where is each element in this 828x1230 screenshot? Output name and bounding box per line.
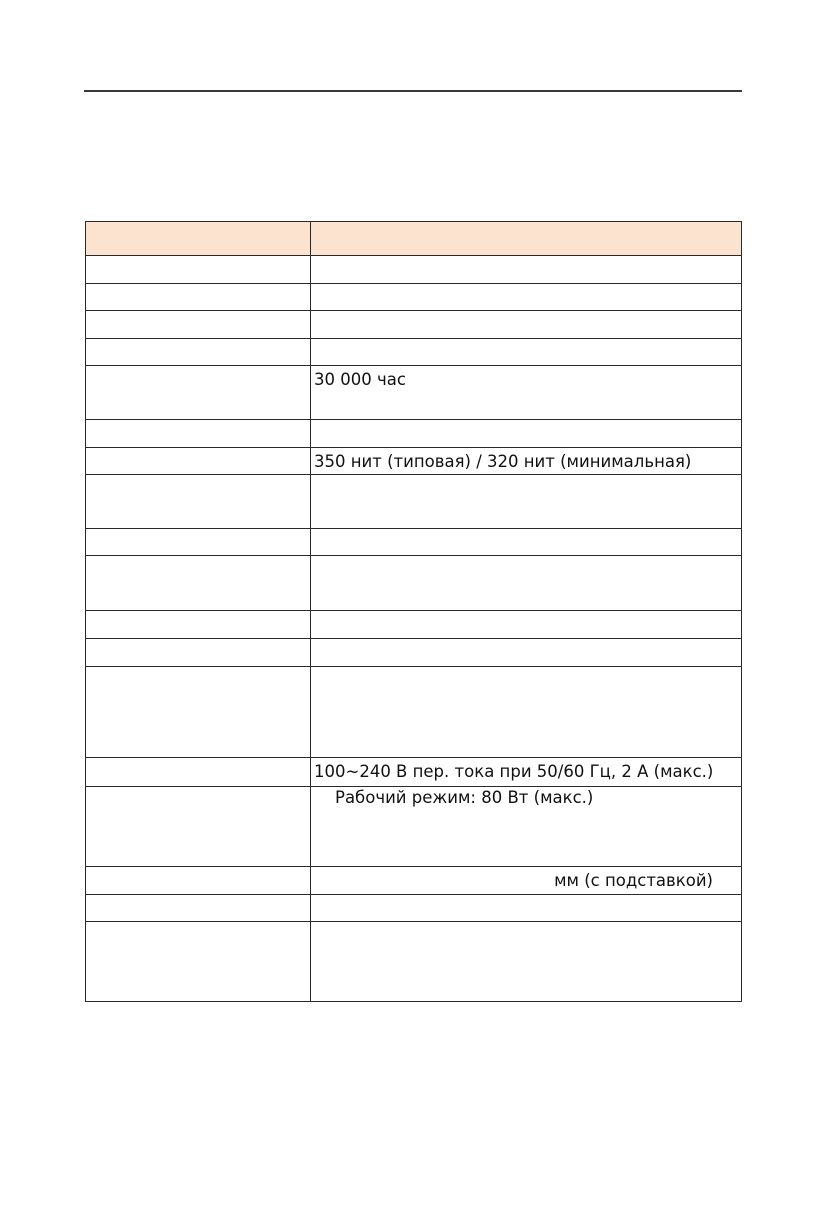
- row-value: [311, 339, 742, 366]
- row-value: [311, 475, 742, 529]
- dimensions-value: мм (с подставкой): [311, 867, 742, 895]
- row-value: [311, 667, 742, 758]
- table-row: [86, 922, 742, 1002]
- table-row: [86, 311, 742, 339]
- row-value: [311, 284, 742, 311]
- lifetime-value: 30 000 час: [311, 366, 742, 420]
- header-cell-parameter: [86, 222, 311, 256]
- table-row: [86, 475, 742, 529]
- row-label: [86, 895, 311, 922]
- row-label: [86, 556, 311, 611]
- table-row: [86, 256, 742, 284]
- table-row: [86, 420, 742, 448]
- table-row: [86, 611, 742, 639]
- table-row: [86, 529, 742, 556]
- row-label: [86, 448, 311, 475]
- row-value: [311, 420, 742, 448]
- specifications-table: [85, 221, 742, 1002]
- table-row: [86, 448, 742, 475]
- row-label: [86, 667, 311, 758]
- row-label: [86, 758, 311, 787]
- row-label: [86, 311, 311, 339]
- row-label: [86, 420, 311, 448]
- row-label: [86, 366, 311, 420]
- row-value: [311, 529, 742, 556]
- row-value: [311, 922, 742, 1002]
- row-label: [86, 639, 311, 667]
- table-row: [86, 284, 742, 311]
- table-row: [86, 895, 742, 922]
- table-row: [86, 867, 742, 895]
- row-label: [86, 475, 311, 529]
- row-label: [86, 339, 311, 366]
- table-row: [86, 787, 742, 867]
- row-label: [86, 256, 311, 284]
- row-label: [86, 922, 311, 1002]
- brightness-value: 350 нит (типовая) / 320 нит (минимальная): [311, 448, 742, 475]
- table-row: [86, 339, 742, 366]
- row-value: [311, 556, 742, 611]
- table-row: [86, 556, 742, 611]
- table-row: [86, 667, 742, 758]
- table-row: [86, 366, 742, 420]
- power-supply-value: 100~240 В пер. тока при 50/60 Гц, 2 А (макс.): [311, 758, 742, 787]
- table-row: [86, 639, 742, 667]
- table-header-row: [86, 222, 742, 256]
- row-label: [86, 787, 311, 867]
- row-label: [86, 284, 311, 311]
- header-cell-value: [311, 222, 742, 256]
- table-row: [86, 758, 742, 787]
- row-value: [311, 256, 742, 284]
- row-value: [311, 895, 742, 922]
- row-label: [86, 529, 311, 556]
- row-value: [311, 639, 742, 667]
- row-label: [86, 867, 311, 895]
- row-value: [311, 311, 742, 339]
- header-rule: [84, 90, 742, 92]
- power-consumption-value: Рабочий режим: 80 Вт (макс.): [311, 787, 742, 867]
- row-value: [311, 611, 742, 639]
- row-label: [86, 611, 311, 639]
